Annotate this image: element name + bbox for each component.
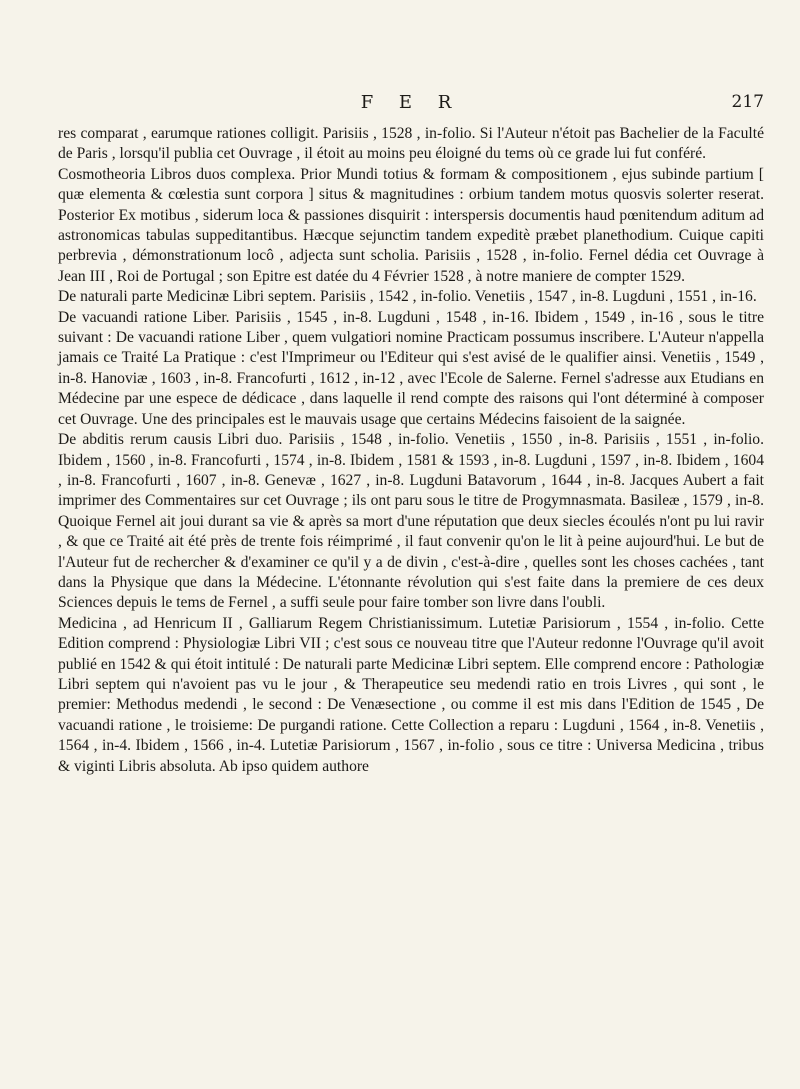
paragraph-cosmotheoria: Cosmotheoria Libros duos complexa. Prior Mundi totius & formam & compositionem , ejus subinde partium [ quæ elementa & cœlestia sunt corpora ] situs & magnitudines : orbium tandem motus quosvis solerter reserat. Posterior Ex motibus , siderum loca & passiones disquirit : interspersis documentis haud pœnitendum aditum ad astronomicas tabulas suppeditantibus. Hæcque sejunctim tandem expeditè præbet planethodium. Cuique capiti perbrevia , démonstrationum locô , adjecta sunt scholia. Parisiis , 1528 , in-folio. Fernel dédia cet Ouvrage à Jean III , Roi de Portugal ; son Epitre est datée du 4 Février 1528 , à notre maniere de compter 1529. (58, 165, 764, 285)
body-text (58, 124, 764, 777)
running-head (58, 92, 764, 122)
paragraph-continuation: res comparat , earumque rationes colligit. Parisiis , 1528 , in-folio. Si l'Auteur n'étoit pas Bachelier de la Faculté de Paris , lorsqu'il publia cet Ouvrage , il étoit au moins peu éloigné du tems où ce grade lui fut conféré. (58, 125, 764, 163)
running-title: F E R (360, 92, 462, 113)
paragraph-medicina: Medicina , ad Henricum II , Galliarum Regem Christianissimum. Lutetiæ Parisiorum , 1554 , in-folio. Cette Edition comprend : Physiologiæ Libri VII ; c'est sous ce nouveau titre que l'Auteur redonne l'Ouvrage qu'il avoit publié en 1542 & qui étoit intitulé : De naturali parte Medicinæ Libri septem. Elle comprend encore : Pathologiæ Libri septem qui n'avoient pas vu le jour , & Therapeutice seu medendi ratio en trois Livres , qui sont , le premier: Methodus medendi , le second : De Venæsectione , ou comme il est mis dans l'Edition de 1545 , De vacuandi ratione , le troisieme: De purgandi ratione. Cette Collection a reparu : Lugduni , 1564 , in-8. Venetiis , 1564 , in-4. Ibidem , 1566 , in-4. Lutetiæ Parisiorum , 1567 , in-folio , sous ce titre : Universa Medicina , tribus & viginti Libris absoluta. Ab ipso quidem authore (58, 614, 764, 775)
paragraph-de-vacuandi-ratione: De vacuandi ratione Liber. Parisiis , 1545 , in-8. Lugduni , 1548 , in-16. Ibidem , 1549 , in-16 , sous le titre suivant : De vacuandi ratione Liber , quem vulgatiori nomine Practicam possumus inscribere. L'Auteur n'appella jamais ce Traité La Pratique : c'est l'Imprimeur ou l'Editeur qui s'est avisé de le qualifier ainsi. Venetiis , 1549 , in-8. Hanoviæ , 1603 , in-8. Francofurti , 1612 , in-12 , avec l'Ecole de Salerne. Fernel s'adresse aux Etudians en Médecine par une espece de dédicace , dans laquelle il rend compte des raisons qui l'ont déterminé à composer cet Ouvrage. Une des principales est le mauvais usage que certains Médecins faisoient de la saignée. (58, 308, 764, 428)
paragraph-de-naturali-parte: De naturali parte Medicinæ Libri septem. Parisiis , 1542 , in-folio. Venetiis , 1547 , in-8. Lugduni , 1551 , in-16. (58, 288, 757, 306)
paragraph-de-abditis-rerum-causis: De abditis rerum causis Libri duo. Parisiis , 1548 , in-folio. Venetiis , 1550 , in-8. Parisiis , 1551 , in-folio. Ibidem , 1560 , in-8. Francofurti , 1574 , in-8. Ibidem , 1581 & 1593 , in-8. Lugduni , 1597 , in-8. Ibidem , 1604 , in-8. Francofurti , 1607 , in-8. Genevæ , 1627 , in-8. Lugduni Batavorum , 1644 , in-8. Jacques Aubert a fait imprimer des Commentaires sur cet Ouvrage ; ils ont paru sous le titre de Progymnasmata. Basileæ , 1579 , in-8. Quoique Fernel ait joui durant sa vie & après sa mort d'une réputation que deux siecles écoulés n'ont pu lui ravir , & que ce Traité ait été près de trente fois réimprimé , il faut convenir qu'on le lit à peine aujourd'hui. Le but de l'Auteur fut de rechercher & d'examiner ce qu'il y a de divin , c'est-à-dire , quelles sont les choses cachées , tant dans la Physique que dans la Médecine. L'étonnante révolution qui s'est faite dans la premiere de ces deux Sciences depuis le tems de Fernel , a suffi seule pour faire tomber son livre dans l'oubli. (58, 431, 764, 612)
page-number: 217 (731, 92, 764, 112)
